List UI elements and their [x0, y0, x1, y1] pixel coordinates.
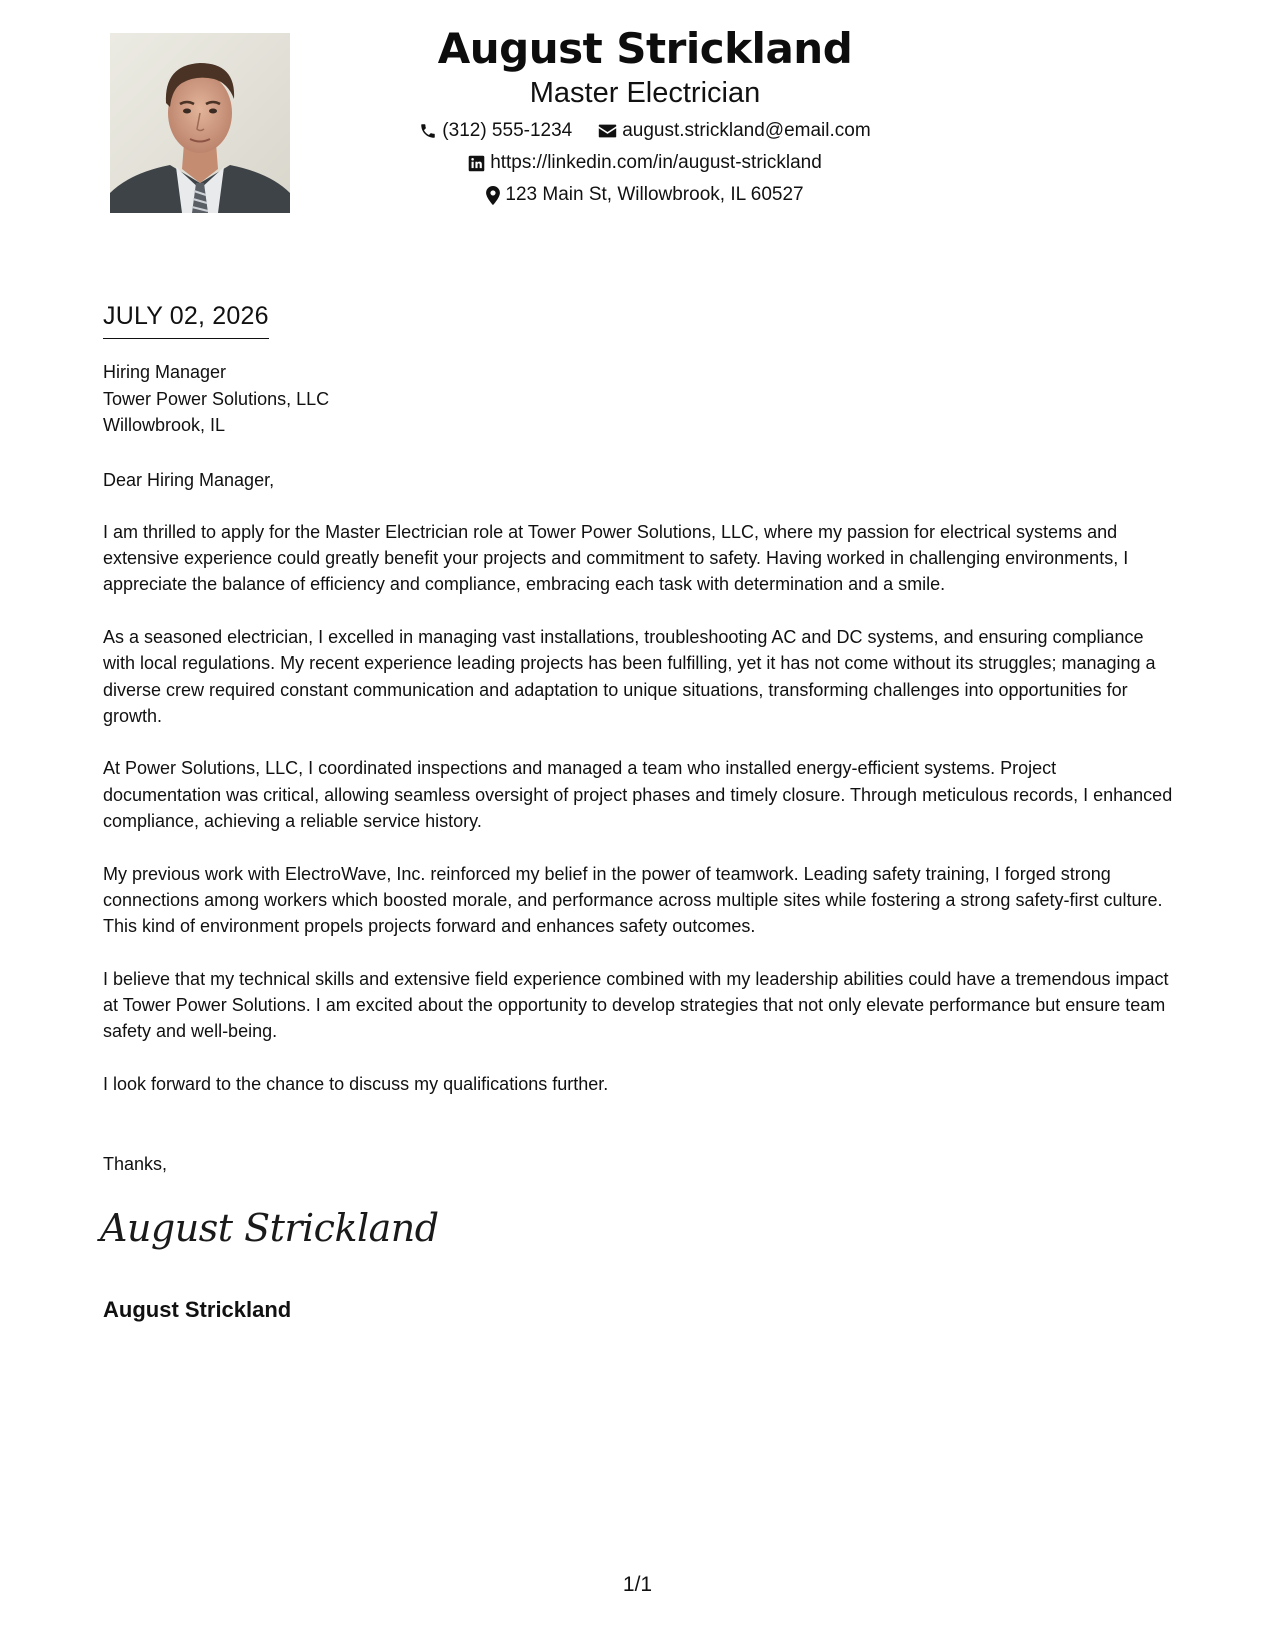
linkedin-contact[interactable] [468, 147, 822, 179]
email-contact[interactable] [598, 115, 870, 147]
linkedin-icon [468, 155, 485, 172]
street-address: 123 Main St, Willowbrook, IL 60527 [505, 184, 804, 205]
body-paragraph: As a seasoned electrician, I excelled in managing vast installations, troubleshooting AC and DC systems, and ensuring compliance with local regulations. My recent experience leading projects has been fulfilling, yet it has not come without its struggles; managing a diverse crew required constant communication and adaptation to unique situations, transforming challenges into opportunities for growth. [103, 627, 1156, 726]
job-title: Master Electrician [529, 77, 761, 109]
contact-row-linkedin [330, 147, 960, 179]
body-paragraph: At Power Solutions, LLC, I coordinated inspections and managed a team who installed energy-efficient systems. Project documentation was critical, allowing seamless oversight of project phases and timely closure. Through meticulous records, I enhanced compliance, achieving a reliable service history. [103, 758, 1173, 831]
envelope-icon [598, 123, 617, 139]
letter-date: JULY 02, 2026 [103, 300, 269, 339]
phone-number: (312) 555-1234 [442, 120, 573, 141]
recipient-company: Tower Power Solutions, LLC [103, 388, 330, 409]
salutation: Dear Hiring Manager, [103, 470, 275, 490]
signer-name: August Strickland [103, 1297, 292, 1322]
recipient-title: Hiring Manager [103, 362, 227, 382]
phone-contact[interactable] [419, 115, 572, 147]
contact-row-phone-email [330, 115, 960, 147]
contact-row-address [330, 179, 960, 211]
linkedin-url: https://linkedin.com/in/august-strickland [490, 152, 822, 173]
address-contact [486, 179, 803, 211]
email-address: august.strickland@email.com [622, 120, 871, 141]
body-paragraph: My previous work with ElectroWave, Inc. reinforced my belief in the power of teamwork. Leading safety training, I forged strong connections among workers which boosted morale, and performance across multiple sites while fostering a strong safety-first culture. This kind of environment propels projects forward and enhances safety outcomes. [103, 863, 1163, 936]
applicant-name: August Strickland [437, 24, 853, 73]
map-pin-icon [486, 186, 500, 205]
closing: Thanks, [103, 1154, 168, 1174]
recipient-location: Willowbrook, IL [103, 415, 226, 435]
phone-icon [419, 122, 437, 140]
letter-body [103, 519, 1178, 1123]
recipient-block [103, 359, 329, 439]
body-paragraph: I believe that my technical skills and extensive field experience combined with my leadership abilities could have a tremendous impact at Tower Power Solutions. I am excited about the opportunity to develop strategies that not only elevate performance but ensure team safety and well-being. [103, 968, 1169, 1042]
page-number: 1/1 [622, 1573, 653, 1596]
body-paragraph: I am thrilled to apply for the Master Electrician role at Tower Power Solutions, LLC, where my passion for electrical systems and extensive experience could greatly benefit your projects and commitment to safety. Having worked in challenging environments, I appreciate the balance of efficiency and compliance, embracing each task with determination and a smile. [103, 522, 1129, 595]
header [330, 22, 960, 211]
handwritten-signature: August Strickland [100, 1206, 439, 1250]
body-paragraph: I look forward to the chance to discuss my qualifications further. [103, 1073, 609, 1094]
profile-photo [110, 33, 290, 213]
